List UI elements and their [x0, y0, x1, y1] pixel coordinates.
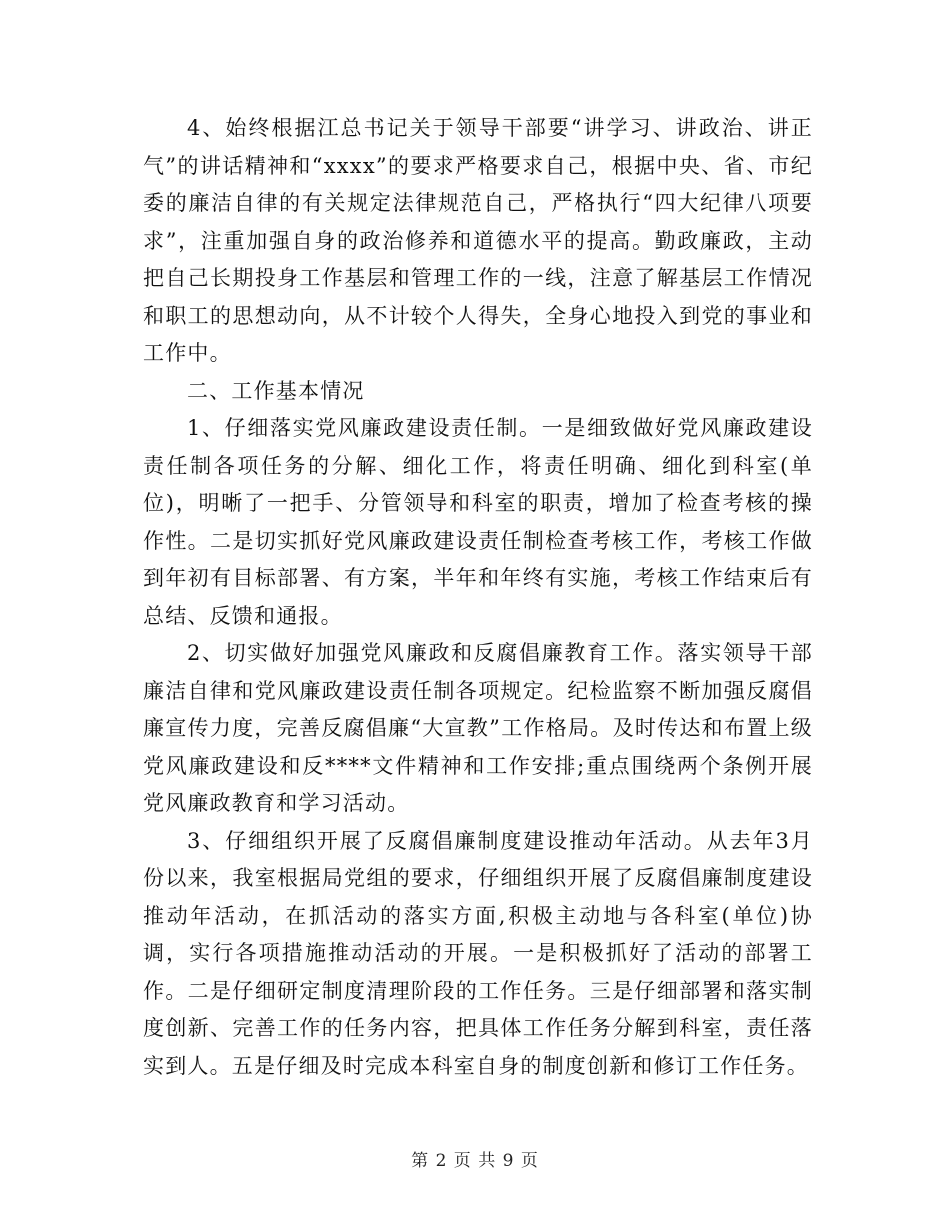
section-heading-work-status: 二、工作基本情况 — [187, 378, 365, 403]
paragraph-anti-corruption-education: 2、切实做好加强党风廉政和反腐倡廉教育工作。落实领导干部廉洁自律和党风廉政建设责任制各项规定。纪检监察不断加强反腐倡廉宣传力度，完善反腐倡廉“大宣教”工作格局。及时传达和布置上级党风廉政建设和反****文件精神和工作安排;重点围绕两个条例开展党风廉政教育和学习活动。 — [143, 641, 813, 815]
paragraph-discipline: 4、始终根据江总书记关于领导干部要“讲学习、讲政治、讲正气”的讲话精神和“xxxx”的要求严格要求自己，根据中央、省、市纪委的廉洁自律的有关规定法律规范自己，严格执行“四大纪律八项要求”，注重加强自身的政治修养和道德水平的提高。勤政廉政，主动把自己长期投身工作基层和管理工作的一线，注意了解基层工作情况和职工的思想动向，从不计较个人得失，全身心地投入到党的事业和工作中。 — [143, 116, 813, 365]
document-body — [143, 110, 813, 1085]
paragraph-system-building-year: 3、仔细组织开展了反腐倡廉制度建设推动年活动。从去年3月份以来，我室根据局党组的要求，仔细组织开展了反腐倡廉制度建设推动年活动，在抓活动的落实方面,积极主动地与各科室(单位)协调，实行各项措施推动活动的开展。一是积极抓好了活动的部署工作。二是仔细研定制度清理阶段的工作任务。三是仔细部署和落实制度创新、完善工作的任务内容，把具体工作任务分解到科室，责任落实到人。五是仔细及时完成本科室自身的制度创新和修订工作任务。 — [143, 828, 813, 1078]
paragraph-responsibility-system: 1、仔细落实党风廉政建设责任制。一是细致做好党风廉政建设责任制各项任务的分解、细化工作，将责任明确、细化到科室(单位)，明晰了一把手、分管领导和科室的职责，增加了检查考核的操作性。二是切实抓好党风廉政建设责任制检查考核工作，考核工作做到年初有目标部署、有方案，半年和年终有实施，考核工作结束后有总结、反馈和通报。 — [143, 416, 813, 628]
page-number-footer: 第 2 页 共 9 页 — [411, 1151, 539, 1171]
